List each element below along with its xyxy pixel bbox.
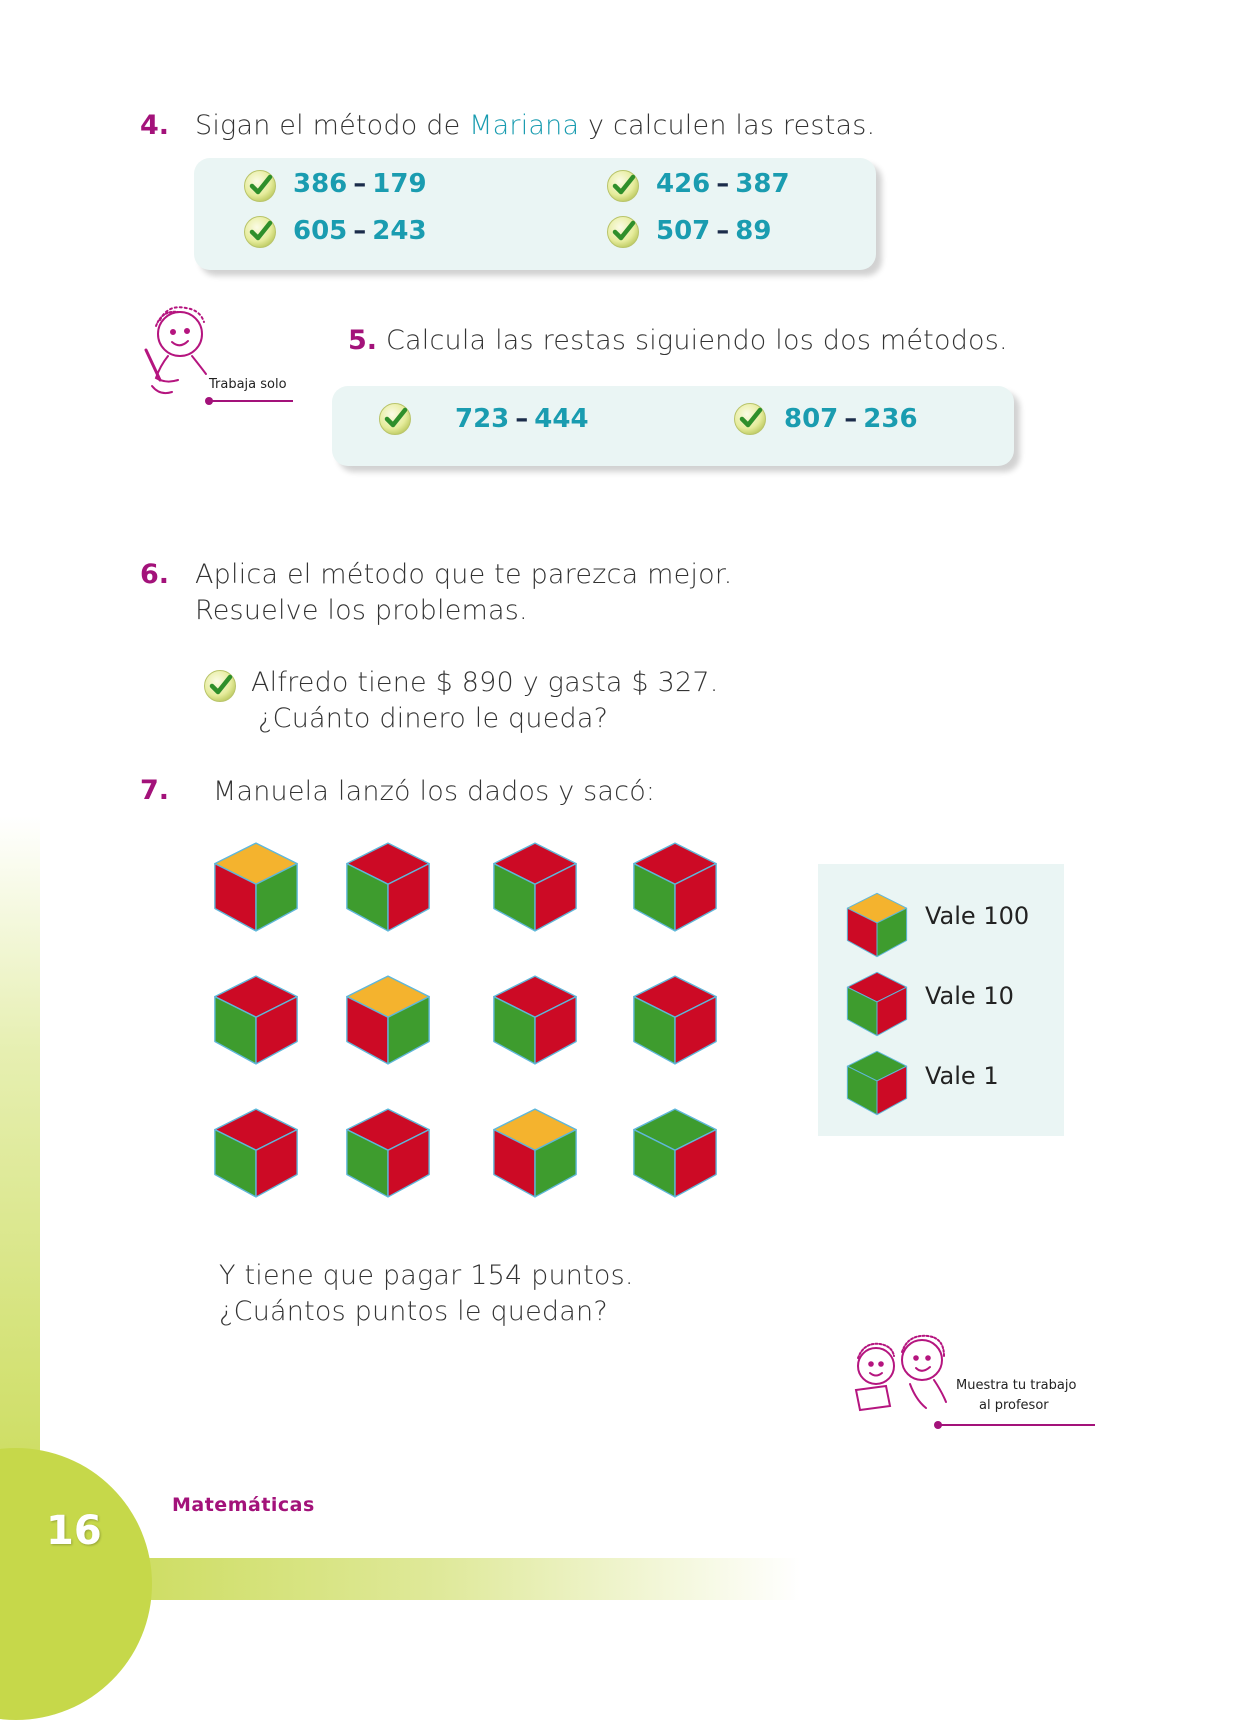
check-icon [606,169,640,203]
exercise-6-number: 6. [140,559,170,590]
child-working-alone-icon [138,300,218,402]
exercise-4-text-before: Sigan el método de [195,110,470,141]
check-icon [606,215,640,249]
exercise-7-question-line-2: ¿Cuántos puntos le quedan? [219,1296,608,1327]
children-showing-work-icon [846,1330,966,1422]
legend-label-10: Vale 10 [925,982,1014,1010]
operand: 243 [372,216,427,246]
page-number-tab [0,1448,152,1720]
operand: 386 [293,169,348,199]
operand: 426 [656,169,711,199]
die-red-top [492,841,584,939]
check-icon [378,402,412,436]
operand: 387 [735,169,790,199]
minus-sign: – [716,169,730,199]
page-number: 16 [46,1508,102,1554]
badge-dot [934,1421,942,1429]
operand: 807 [784,404,839,434]
exercise-7-instruction: Manuela lanzó los dados y sacó: [213,776,656,807]
minus-sign: – [515,404,529,434]
exercise-5-instruction: Calcula las restas siguiendo los dos métodos. [386,325,1008,356]
muestra-tu-trabajo-line-1: Muestra tu trabajo [956,1378,1077,1393]
legend-die-orange-top [846,892,908,958]
check-icon [733,402,767,436]
exercise-6-problem-line-2: ¿Cuánto dinero le queda? [258,703,609,734]
legend-die-green-top [846,1050,908,1116]
minus-sign: – [716,216,730,246]
exercise-5-number: 5. [348,325,378,356]
die-orange-top [492,1107,584,1205]
exercise-4-highlight-name: Mariana [469,110,580,141]
exercise-6-line-1: Aplica el método que te parezca mejor. [195,559,733,590]
die-green-top [632,1107,724,1205]
minus-sign: – [353,169,367,199]
check-icon [243,169,277,203]
legend-die-red-top [846,971,908,1037]
legend-label-1: Vale 1 [925,1062,999,1090]
subject-label: Matemáticas [172,1494,315,1516]
muestra-tu-trabajo-line-2: al profesor [979,1398,1049,1413]
exercise-4-instruction [195,110,875,141]
exercise-4-item-2 [656,169,790,199]
operand: 444 [534,404,589,434]
badge-underline [207,400,293,402]
die-red-top [345,1107,437,1205]
exercise-4-number: 4. [140,110,170,141]
badge-dot [205,397,213,405]
operand: 89 [735,216,772,246]
exercise-4-text-after: y calculen las restas. [579,110,876,141]
die-orange-top [213,841,305,939]
minus-sign: – [353,216,367,246]
exercise-6-problem-line-1: Alfredo tiene $ 890 y gasta $ 327. [251,667,719,698]
operand: 179 [372,169,427,199]
exercise-4-item-1 [293,169,427,199]
operand: 507 [656,216,711,246]
die-red-top [632,841,724,939]
die-red-top [492,974,584,1072]
exercise-4-item-3 [293,216,427,246]
operand: 605 [293,216,348,246]
die-red-top [213,974,305,1072]
exercise-5-item-1 [455,404,589,434]
die-red-top [213,1107,305,1205]
operand: 236 [863,404,918,434]
trabaja-solo-label: Trabaja solo [209,377,287,392]
badge-underline [937,1424,1095,1426]
minus-sign: – [844,404,858,434]
check-icon [203,669,237,703]
die-red-top [632,974,724,1072]
check-icon [243,215,277,249]
die-orange-top [345,974,437,1072]
operand: 723 [455,404,510,434]
exercise-6-line-2: Resuelve los problemas. [195,595,528,626]
exercise-5-item-2 [784,404,918,434]
exercise-4-item-4 [656,216,771,246]
exercise-7-question-line-1: Y tiene que pagar 154 puntos. [219,1260,634,1291]
exercise-7-number: 7. [140,775,170,806]
legend-label-100: Vale 100 [925,902,1030,930]
die-red-top [345,841,437,939]
